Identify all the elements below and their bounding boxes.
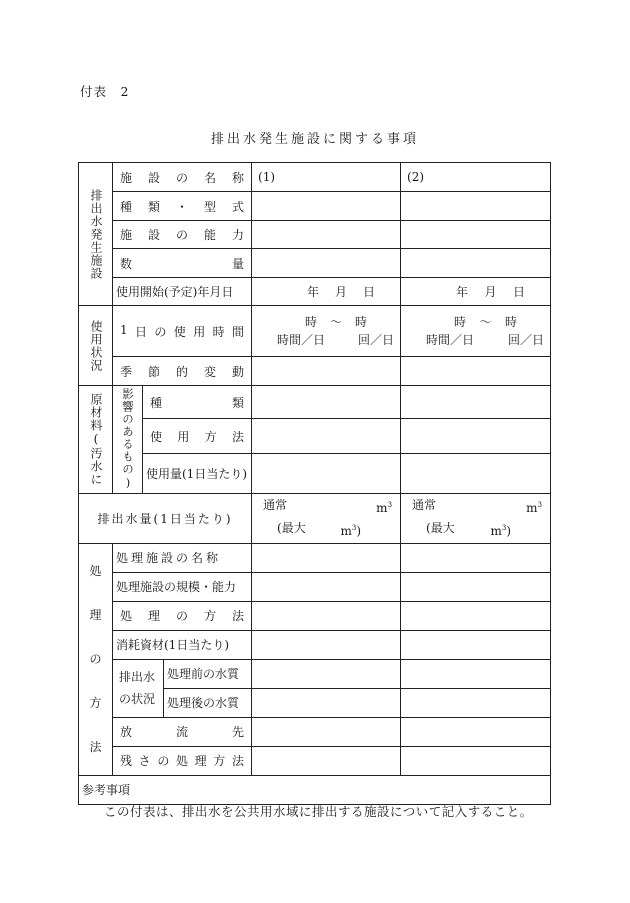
label-start-date: 使用開始(予定)年月日 [113, 278, 252, 306]
cell-material-kind-2[interactable] [401, 386, 551, 419]
cell-water-after-1[interactable] [252, 688, 401, 717]
cell-destination-1[interactable] [252, 717, 401, 746]
cell-discharge-1[interactable]: 通常 $m^3$ (最大 $m^3$) [252, 493, 401, 543]
label-water-before: 処理前の水質 [164, 659, 252, 688]
cell-discharge-2[interactable]: 通常 $m^3$ (最大 $m^3$) [401, 493, 551, 543]
row-material-kind [79, 386, 551, 419]
cell-daily-hours-2[interactable]: 時 〜 時 時間／日 回／日 [401, 306, 551, 357]
date-fields-2[interactable]: 年 月 日 [456, 285, 526, 299]
section-sublabel-materials: 影響のあるもの) [113, 386, 143, 494]
cell-type-1[interactable] [252, 192, 401, 221]
label-daily-hours: 1 日 の 使 用 時 間 [120, 322, 244, 339]
row-count [79, 249, 551, 278]
row-consumables [79, 630, 551, 659]
section-label-materials: 原材料(汚水に [79, 386, 113, 494]
cell-seasonal-2[interactable] [401, 357, 551, 386]
cell-destination-2[interactable] [401, 717, 551, 746]
cell-treatment-name-2[interactable] [401, 543, 551, 572]
row-residue [79, 746, 551, 775]
row-discharge-volume [79, 493, 551, 543]
row-type [79, 192, 551, 221]
facility-form-table [78, 162, 551, 805]
label-discharge-volume: 排出水量(1日当たり) [79, 493, 252, 543]
row-destination [79, 717, 551, 746]
cell-material-amount-1[interactable] [252, 453, 401, 493]
page-title: 排出水発生施設に関する事項 [210, 132, 419, 147]
section-label-treatment: 処 理 の 方 法 [79, 543, 113, 775]
footer-note: この付表は、排出水を公共用水域に排出する施設について記入すること。 [104, 804, 533, 819]
row-remarks [79, 775, 551, 804]
cell-water-before-1[interactable] [252, 659, 401, 688]
label-count: 数 量 [120, 256, 245, 271]
row-material-amount [79, 453, 551, 493]
cell-treatment-scale-2[interactable] [401, 572, 551, 601]
cell-consumables-2[interactable] [401, 630, 551, 659]
label-treatment-name: 処理施設の名称 [113, 543, 252, 572]
label-water-after: 処理後の水質 [164, 688, 252, 717]
cell-type-2[interactable] [401, 192, 551, 221]
label-remarks[interactable]: 参考事項 [79, 775, 551, 804]
cell-treatment-method-1[interactable] [252, 601, 401, 630]
cell-material-amount-2[interactable] [401, 453, 551, 493]
cell-material-method-2[interactable] [401, 419, 551, 453]
cell-water-before-2[interactable] [401, 659, 551, 688]
label-material-amount: 使用量(1日当たり) [143, 453, 252, 493]
row-daily-hours [79, 306, 551, 357]
cell-treatment-method-2[interactable] [401, 601, 551, 630]
cell-residue-1[interactable] [252, 746, 401, 775]
row-water-before [79, 659, 551, 688]
column-header-1: (1) [252, 163, 401, 192]
cell-capacity-1[interactable] [252, 221, 401, 249]
row-capacity [79, 221, 551, 249]
cell-daily-hours-1[interactable]: 時 〜 時 時間／日 回／日 [252, 306, 401, 357]
cell-residue-2[interactable] [401, 746, 551, 775]
label-treatment-method: 処 理 の 方 法 [120, 609, 245, 623]
label-facility-name: 施 設 の 名 称 [120, 170, 245, 185]
row-material-method [79, 419, 551, 453]
label-material-kind: 種 類 [150, 395, 245, 410]
cell-count-1[interactable] [252, 249, 401, 278]
cell-seasonal-1[interactable] [252, 357, 401, 386]
label-capacity: 施 設 の 能 力 [120, 228, 245, 242]
date-fields-1[interactable]: 年 月 日 [307, 285, 376, 299]
cell-count-2[interactable] [401, 249, 551, 278]
label-seasonal: 季 節 的 変 動 [120, 364, 245, 379]
row-treatment-name [79, 543, 551, 572]
cell-material-kind-1[interactable] [252, 386, 401, 419]
row-facility-name [79, 163, 551, 192]
row-start-date [79, 278, 551, 306]
cell-material-method-1[interactable] [252, 419, 401, 453]
label-type: 種 類 ・ 型 式 [120, 199, 245, 214]
section-label-facility: 排出水発生施設 [79, 163, 113, 306]
appendix-label: 付表 2 [80, 84, 130, 99]
column-header-2: (2) [401, 163, 551, 192]
label-treatment-scale: 処理施設の規模・能力 [113, 572, 252, 601]
row-seasonal [79, 357, 551, 386]
row-treatment-method [79, 601, 551, 630]
label-residue: 残 さ の 処 理 方 法 [120, 754, 244, 768]
cell-treatment-scale-1[interactable] [252, 572, 401, 601]
cell-treatment-name-1[interactable] [252, 543, 401, 572]
cell-water-after-2[interactable] [401, 688, 551, 717]
cell-capacity-2[interactable] [401, 221, 551, 249]
cell-consumables-1[interactable] [252, 630, 401, 659]
label-consumables: 消耗資材(1日当たり) [113, 630, 252, 659]
section-label-usage: 使用状況 [79, 306, 113, 386]
label-material-method: 使 用 方 法 [150, 429, 244, 444]
label-discharge-status: 排出水の状況 [113, 659, 164, 717]
row-treatment-scale [79, 572, 551, 601]
label-destination: 放 流 先 [120, 725, 245, 739]
